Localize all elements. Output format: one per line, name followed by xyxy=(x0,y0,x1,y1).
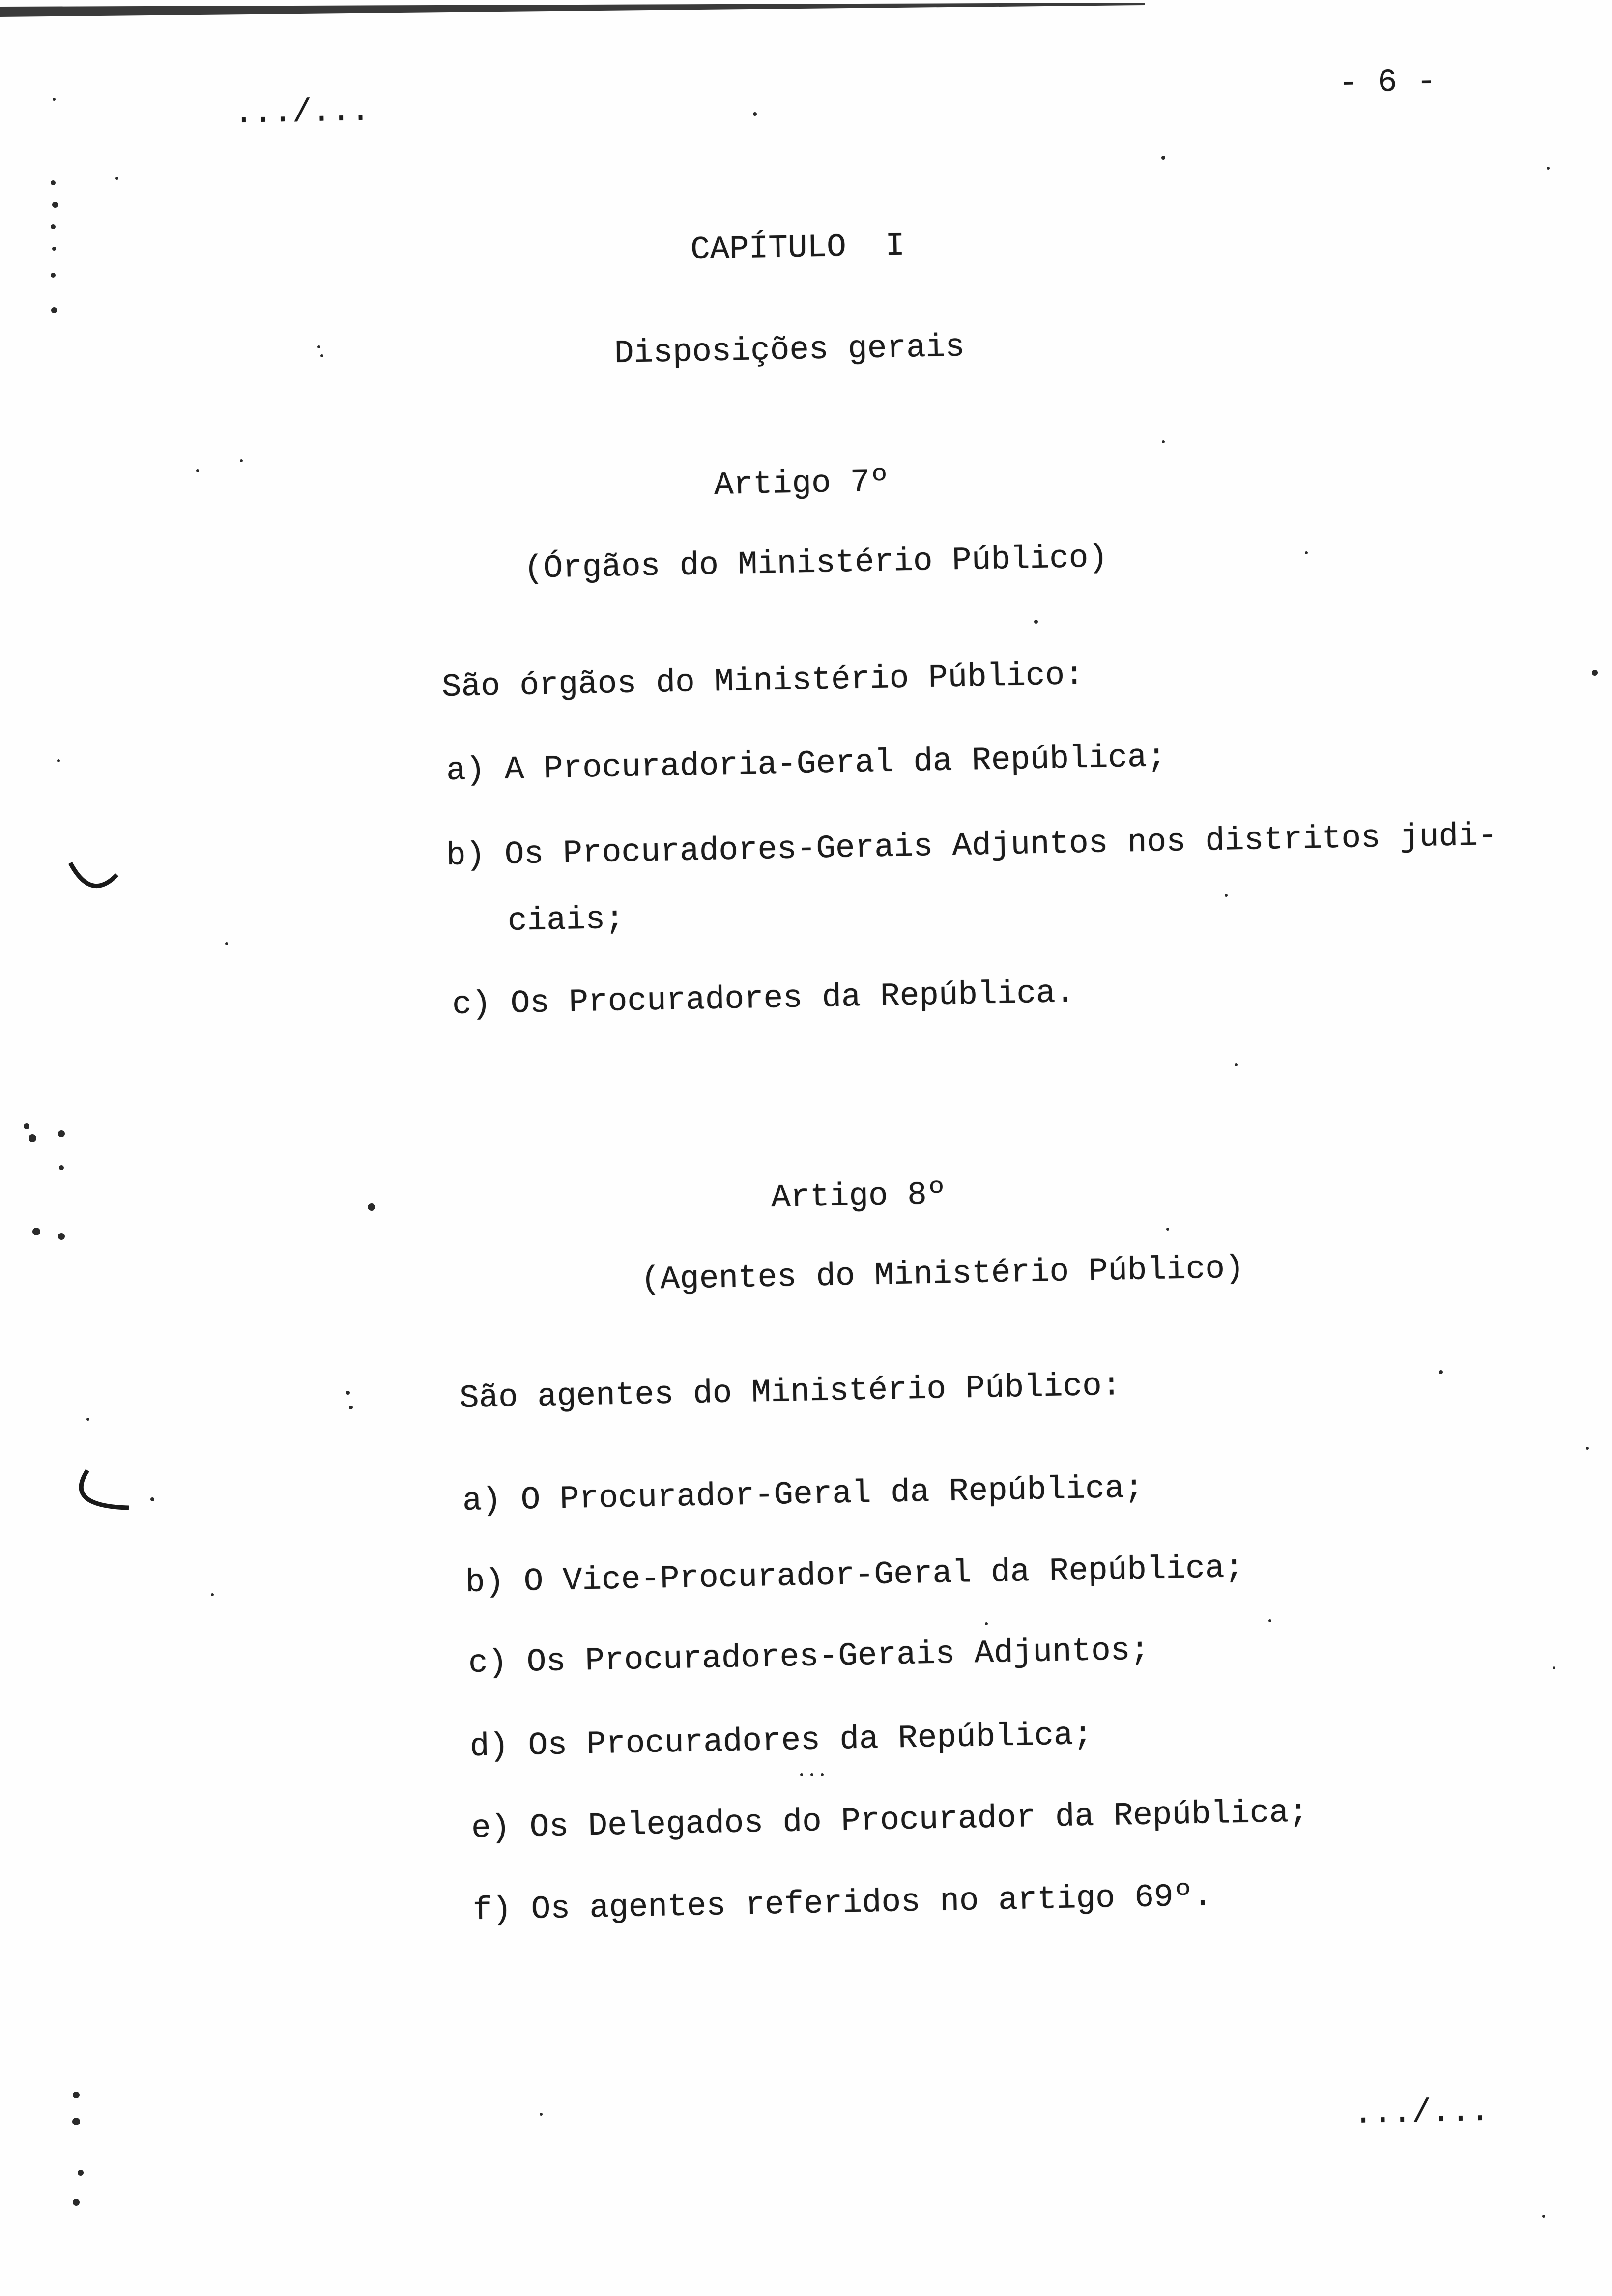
speck xyxy=(150,1497,154,1501)
speck xyxy=(52,247,56,251)
chapter-title: CAPÍTULO I xyxy=(690,227,905,268)
speck xyxy=(1235,1063,1238,1066)
speck xyxy=(1586,1447,1589,1450)
article-8-heading: Artigo 8º xyxy=(771,1176,947,1216)
speck xyxy=(24,1123,29,1129)
speck xyxy=(1553,1666,1555,1669)
speck xyxy=(753,112,757,116)
speck xyxy=(810,1773,813,1776)
speck xyxy=(985,1622,988,1625)
speck xyxy=(1439,1370,1443,1374)
speck xyxy=(240,459,243,462)
chapter-subtitle: Disposições gerais xyxy=(614,328,965,372)
speck xyxy=(73,2199,80,2206)
speck xyxy=(1034,620,1038,624)
article-7-heading: Artigo 7º xyxy=(714,463,890,504)
speck xyxy=(59,1165,64,1170)
article-8-item-b: b) O Vice-Procurador-Geral da República; xyxy=(465,1549,1244,1601)
speck xyxy=(53,98,56,101)
speck xyxy=(196,469,199,472)
speck xyxy=(32,1228,40,1235)
article-8-item-a: a) O Procurador-Geral da República; xyxy=(462,1469,1144,1520)
article-7-title: (Órgãos do Ministério Público) xyxy=(523,539,1108,587)
article-8-item-d: d) Os Procuradores da República; xyxy=(469,1716,1093,1765)
punch-hole-arc xyxy=(81,1470,129,1508)
speck xyxy=(1268,1619,1271,1622)
speck xyxy=(349,1406,353,1409)
page-number: - 6 - xyxy=(1338,63,1437,102)
speck xyxy=(73,2092,80,2098)
speck xyxy=(1542,2215,1545,2218)
speck xyxy=(320,354,323,357)
speck xyxy=(1162,440,1165,443)
continuation-mark-bottom: .../... xyxy=(1353,2093,1490,2132)
scan-edge-line xyxy=(0,3,1145,17)
speck xyxy=(115,177,118,180)
article-8-intro: São agentes do Ministério Público: xyxy=(459,1367,1122,1417)
speck xyxy=(52,202,58,208)
article-7-item-b: b) Os Procuradores-Gerais Adjuntos nos distritos judi- xyxy=(446,817,1498,874)
speck xyxy=(211,1593,214,1596)
punch-hole-arc xyxy=(70,863,117,886)
speck xyxy=(346,1391,350,1395)
speck xyxy=(51,224,56,229)
article-7-item-b-continuation: ciais; xyxy=(507,900,625,940)
article-8-item-c: c) Os Procuradores-Gerais Adjuntos; xyxy=(468,1632,1150,1682)
speck xyxy=(51,273,56,278)
speck xyxy=(86,1418,89,1421)
speck xyxy=(51,180,56,185)
speck xyxy=(1166,1228,1169,1231)
continuation-mark-top: .../... xyxy=(233,92,371,132)
article-8-title: (Agentes do Ministério Público) xyxy=(640,1250,1245,1298)
speck xyxy=(51,307,57,313)
speck xyxy=(368,1203,375,1211)
speck xyxy=(58,1233,65,1240)
speck xyxy=(57,759,60,762)
article-7-item-c: c) Os Procuradores da República. xyxy=(452,974,1075,1023)
speck xyxy=(78,2170,84,2176)
speck xyxy=(72,2118,80,2125)
article-7-intro: São órgãos do Ministério Público: xyxy=(441,656,1085,706)
speck xyxy=(225,942,228,945)
speck xyxy=(540,2113,543,2116)
speck xyxy=(1547,167,1550,170)
speck xyxy=(1592,670,1598,676)
speck xyxy=(29,1134,36,1142)
article-8-item-f: f) Os agentes referidos no artigo 69º. xyxy=(472,1878,1213,1929)
speck xyxy=(1161,156,1165,160)
speck xyxy=(1305,551,1308,554)
speck xyxy=(58,1130,65,1137)
article-7-item-a: a) A Procuradoria-Geral da República; xyxy=(446,738,1167,789)
speck xyxy=(821,1773,824,1776)
speck xyxy=(1225,894,1228,897)
speck xyxy=(317,345,320,348)
speck xyxy=(800,1773,803,1776)
article-8-item-e: e) Os Delegados do Procurador da República; xyxy=(471,1794,1309,1847)
